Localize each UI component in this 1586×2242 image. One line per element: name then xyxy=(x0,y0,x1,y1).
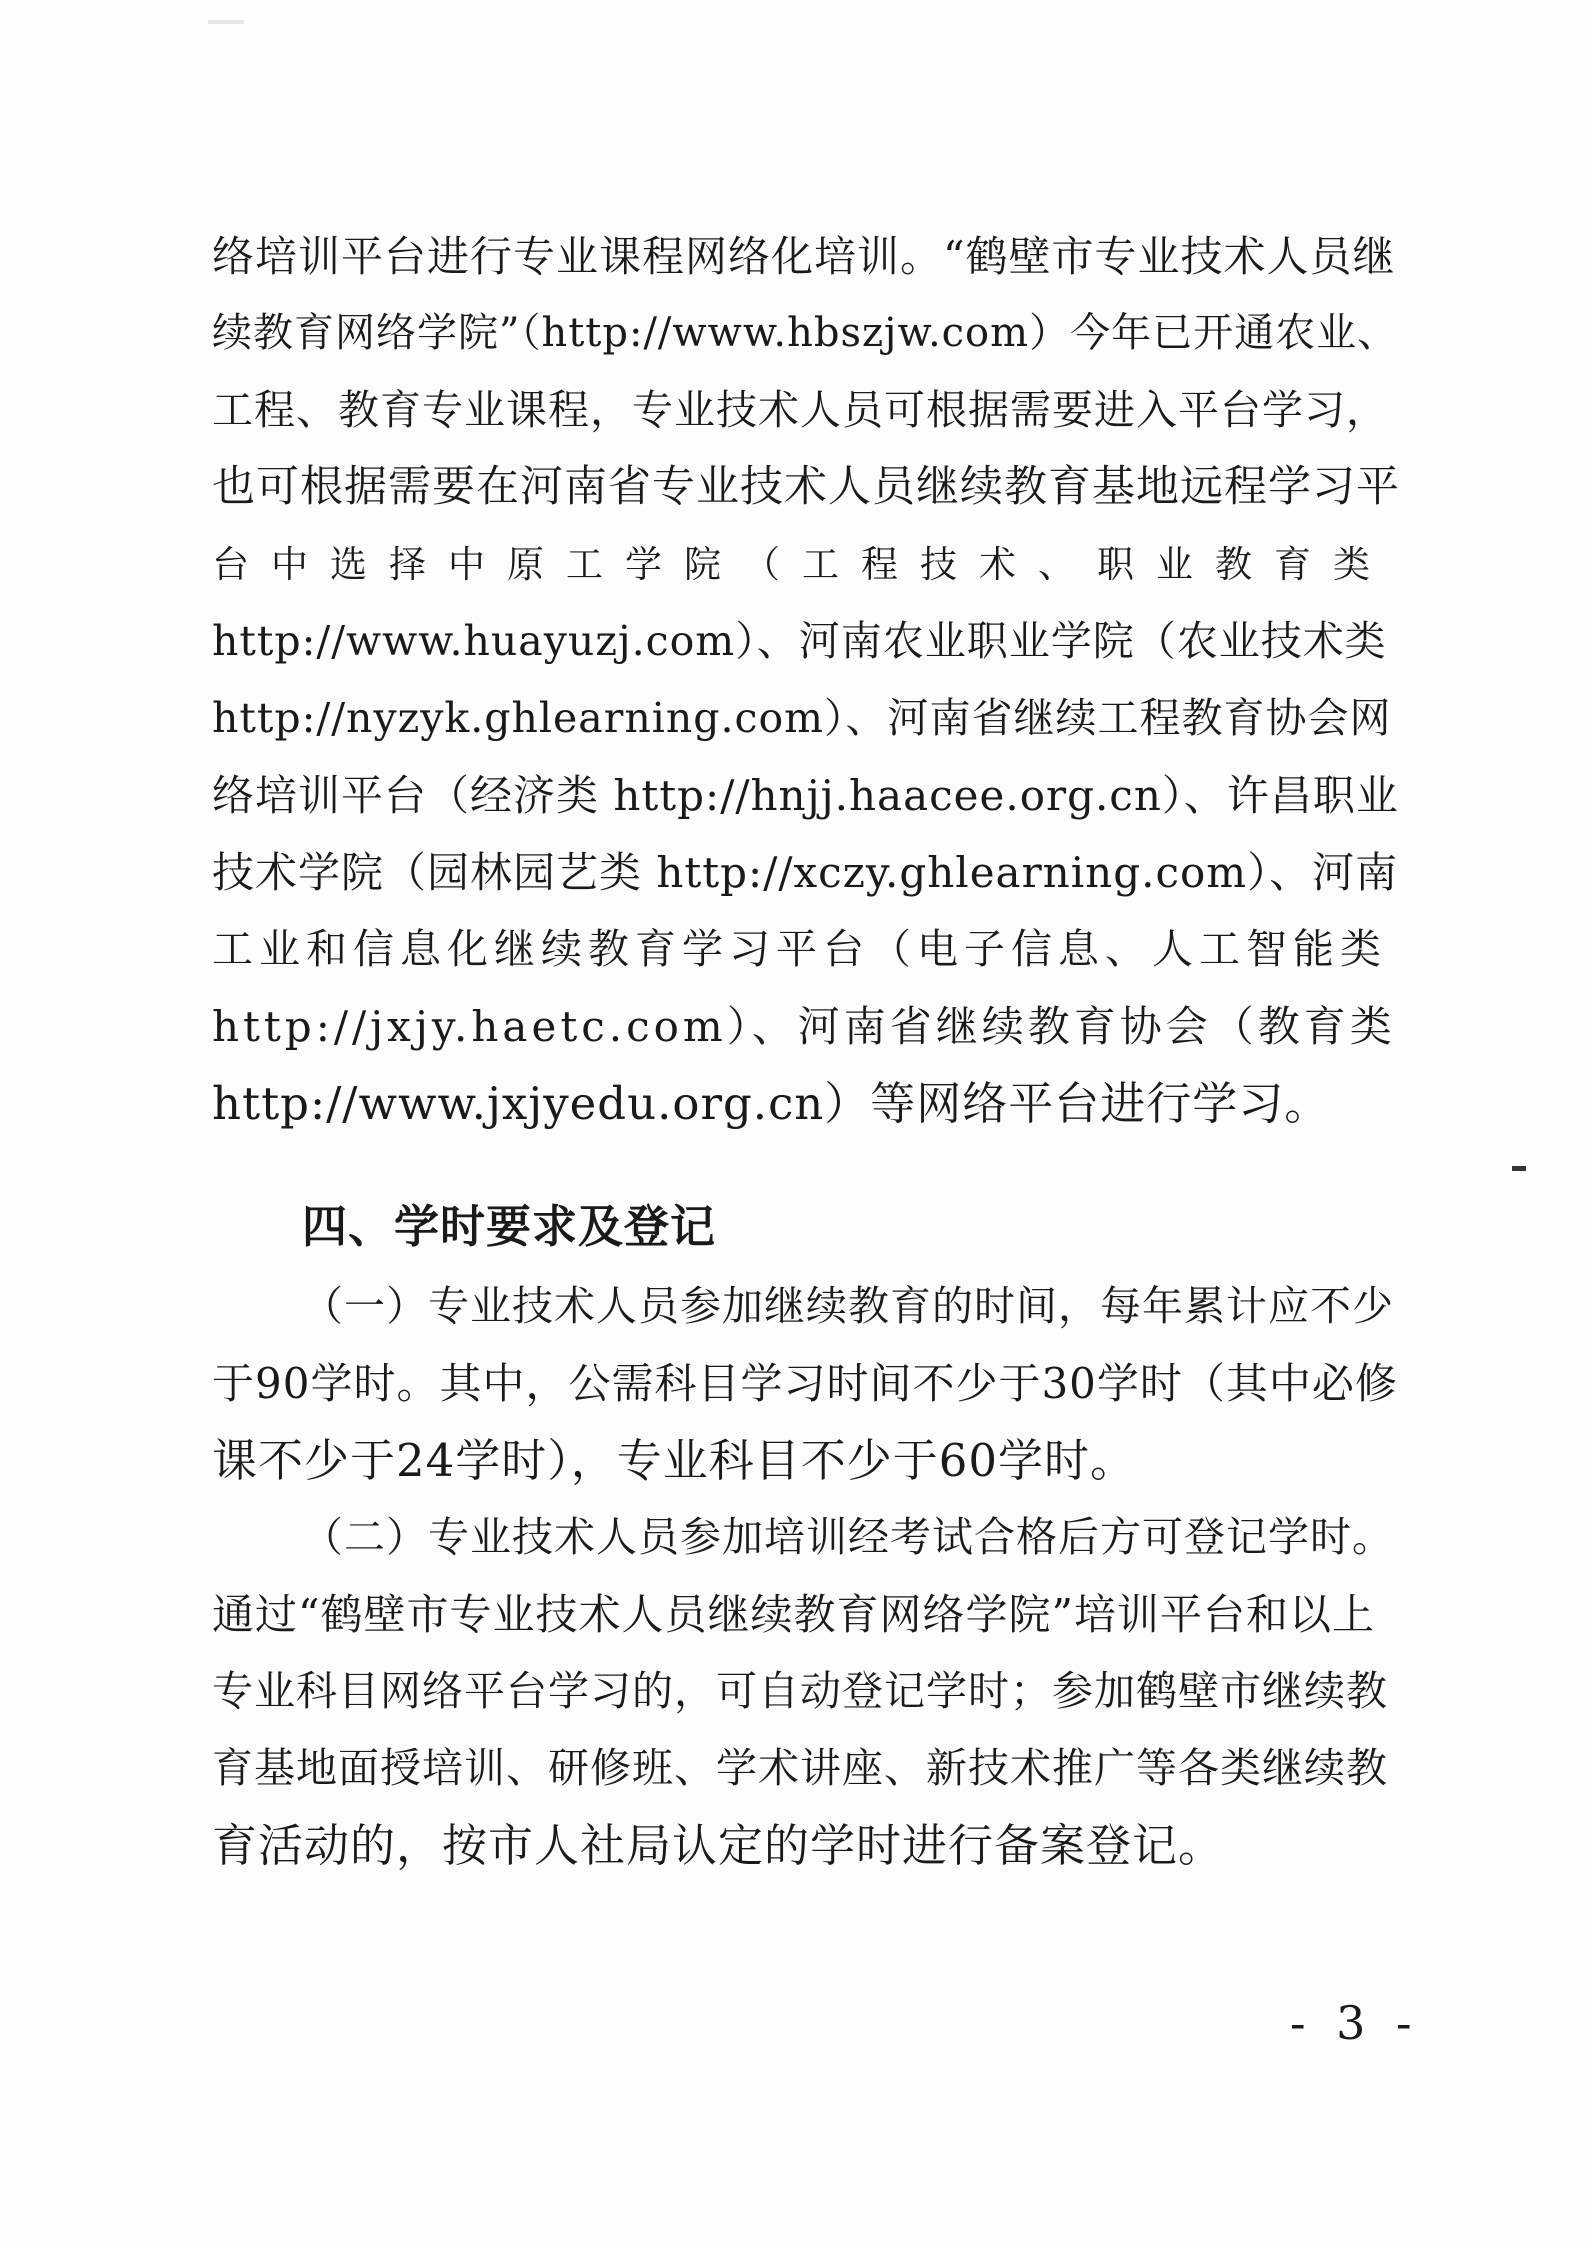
text-line: 也可根据需要在河南省专业技术人员继续教育基地远程学习平 xyxy=(212,462,1400,512)
page-number: - 3 - xyxy=(1290,1996,1420,2050)
paragraph-platforms xyxy=(212,218,1400,1142)
text-line: http://jxjy.haetc.com）、河南省继续教育协会（教育类 xyxy=(212,1002,1396,1051)
text-line: 专业科目网络平台学习的，可自动登记学时；参加鹤壁市继续教 xyxy=(212,1667,1388,1715)
scan-artifact xyxy=(1512,1166,1526,1171)
text-line: （一）专业技术人员参加继续教育的时间，每年累计应不少 xyxy=(302,1282,1394,1330)
text-line: 通过“鹤壁市专业技术人员继续教育网络学院”培训平台和以上 xyxy=(212,1590,1375,1639)
text-line: 育基地面授培训、研修班、学术讲座、新技术推广等各类继续教 xyxy=(212,1744,1388,1792)
section-heading: 四、学时要求及登记 xyxy=(302,1200,717,1253)
scan-artifact xyxy=(208,20,244,24)
text-line: 台中选择中原工学院（工程技术、职业教育类 xyxy=(212,543,1392,586)
text-line: 络培训平台（经济类 http://hnjj.haacee.org.cn）、许昌职业 xyxy=(212,771,1399,820)
text-line: 育活动的，按市人社局认定的学时进行备案登记。 xyxy=(212,1819,1225,1872)
section-body xyxy=(212,1268,1400,1884)
text-line: 工业和信息化继续教育学习平台（电子信息、人工智能类 xyxy=(212,925,1387,973)
text-line: 于90学时。其中，公需科目学习时间不少于30学时（其中必修 xyxy=(212,1359,1398,1408)
text-line: 工程、教育专业课程，专业技术人员可根据需要进入平台学习， xyxy=(212,386,1388,434)
text-line: 课不少于24学时），专业科目不少于60学时。 xyxy=(212,1434,1137,1487)
text-line: 络培训平台进行专业课程网络化培训。“鹤壁市专业技术人员继 xyxy=(212,232,1396,281)
text-line: （二）专业技术人员参加培训经考试合格后方可登记学时。 xyxy=(302,1513,1394,1561)
text-line: http://www.jxjyedu.org.cn）等网络平台进行学习。 xyxy=(212,1077,1331,1130)
text-line: 续教育网络学院”（http://www.hbszjw.com）今年已开通农业、 xyxy=(212,310,1399,356)
text-line: http://nyzyk.ghlearning.com）、河南省继续工程教育协会网 xyxy=(212,694,1392,742)
text-line: 技术学院（园林园艺类 http://xczy.ghlearning.com）、河南 xyxy=(212,848,1399,897)
text-line: http://www.huayuzj.com）、河南农业职业学院（农业技术类 xyxy=(212,617,1387,665)
